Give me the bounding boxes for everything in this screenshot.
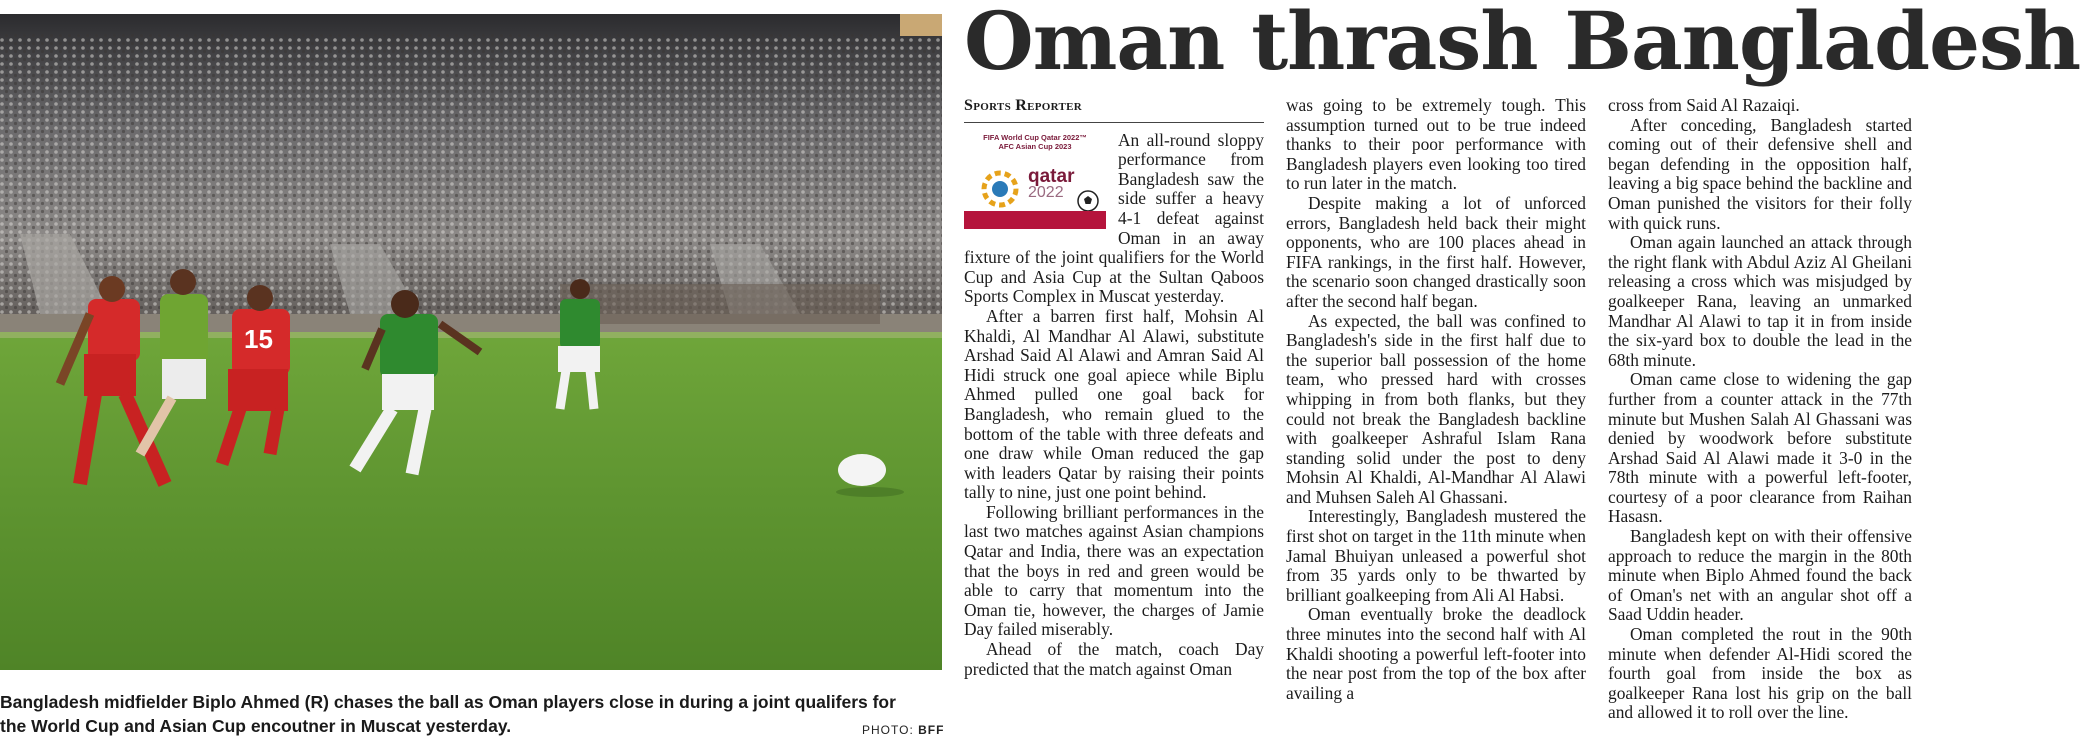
- byline: Sports Reporter: [964, 96, 1264, 123]
- photo-caption: Bangladesh midfielder Biplo Ahmed (R) chases the ball as Oman players close in during a joint qualifers for the World Cup and Asian Cup encoutner in Muscat yesterday.: [0, 692, 896, 736]
- photo-credit-source: BFF: [918, 723, 945, 737]
- article-paragraph: Following brilliant performances in the last two matches against Asian champions Qatar and India, there was an expectation that the boys in red and green would be able to carry that momentum into the Oman tie, however, the charges of Jamie Day failed miserably.: [964, 501, 1264, 640]
- article-paragraph: Oman eventually broke the deadlock three minutes into the second half with Al Khaldi shooting a powerful left-footer into the near post from the top of the box after availing a: [1286, 604, 1586, 703]
- article-column-3: [1608, 96, 1912, 746]
- article-lead: An all-round sloppy performance from Bangladesh saw the side suffer a heavy 4-1 defeat against Oman in an away fixture of the joint qualifiers for the World Cup and Asia Cup at the Sultan Qaboos Sports Complex in Muscat yesterday.: [964, 129, 1264, 307]
- article-paragraph: Oman came close to widening the gap further from a counter attack in the 77th minute but Mushen Salah Al Ghassani was denied by woodwork before substitute Arshad Said Al Alawi made it 3-0 in the 78th minute with a powerful left-footer, courtesy of a poor clearance from Raihan Hasasn.: [1608, 369, 1912, 527]
- article-paragraph: Interestingly, Bangladesh mustered the first shot on target in the 11th minute when Jamal Bhuiyan unleased a powerful shot from 35 yards only to be thwarted by brilliant goalkeeping from Ali Al Habsi.: [1286, 506, 1586, 605]
- match-photo: [0, 14, 942, 670]
- article-paragraph: As expected, the ball was confined to Bangladesh's side in the first half due to the superior ball possession of the home team, who pressed hard with crosses whipping in from both flanks, but they could not break the Bangladesh backline with goalkeeper Ashraful Islam Rana standing solid under the post to deny Mohsin Al Khaldi, Al-Mandhar Al Alawi and Muhsen Saleh Al Ghassani.: [1286, 310, 1586, 507]
- qatar-2022-logo: [964, 131, 1106, 229]
- article-paragraph: Despite making a lot of unforced errors, Bangladesh held back their might opponents, who are 100 places ahead in FIFA rankings, in the first half. However, the scenario soon changed drastically soon after the second half began.: [1286, 192, 1586, 311]
- article-headline: Oman thrash Bangladesh: [964, 0, 2080, 88]
- logo-line-1: FIFA World Cup Qatar 2022™: [983, 132, 1087, 142]
- photo-credit-label: PHOTO:: [862, 723, 914, 737]
- article-paragraph: was going to be extremely tough. This assumption turned out to be true indeed thanks to their poor performance with Bangladesh players even looking too tired to run later in the match.: [1286, 95, 1586, 194]
- article-column-1: [964, 96, 1264, 746]
- article-paragraph: Ahead of the match, coach Day predicted that the match against Oman: [964, 639, 1264, 679]
- article-paragraph: Bangladesh kept on with their offensive approach to reduce the margin in the 80th minute when Biplo Ahmed found the back of Oman's net with an angular shot off a Saad Uddin header.: [1608, 526, 1912, 625]
- article-paragraph: cross from Said Al Razaiqi.: [1608, 95, 1800, 115]
- article-paragraph: Oman completed the rout in the 90th minute when defender Al-Hidi scored the fourth goal from inside the box as goalkeeper Rana lost his grip on the ball and allowed it to roll over the line.: [1608, 624, 1912, 723]
- logo-qatar-word: qatar 2022: [1028, 165, 1075, 201]
- logo-text: [964, 133, 1106, 165]
- logo-emblem-icon: [970, 167, 1030, 211]
- logo-band: [964, 211, 1106, 229]
- photo-credit: [862, 723, 944, 737]
- article-paragraph: Oman again launched an attack through the right flank with Abdul Aziz Al Gheilani releasing a cross which was misjudged by goalkeeper Rana, leaving an unmarked Mandhar Al Alawi to tap it in from inside the six-yard box to double the lead in the 68th minute.: [1608, 232, 1912, 370]
- article-paragraph: After conceding, Bangladesh started coming out of their defensive shell and began defending in the opposition half, leaving a big space behind the backline and Oman punished the visitors for their folly with quick runs.: [1608, 114, 1912, 233]
- article-paragraph: After a barren first half, Mohsin Al Khaldi, Al Mandhar Al Alawi, substitute Arshad Said Al Alawi and Amran Said Al Hidi struck one goal apiece while Biplu Ahmed pulled one goal back for Bangladesh, who remain glued to the bottom of the table with three defeats and one draw while Oman reduced the gap with leaders Qatar by raising their points tally to nine, just one point behind.: [964, 305, 1264, 503]
- match-photo-scene: [0, 14, 942, 670]
- logo-line-2: AFC Asian Cup 2023: [998, 141, 1072, 151]
- football-icon: [1076, 189, 1100, 213]
- article-column-2: [1286, 96, 1586, 746]
- jersey-number: 15: [244, 324, 273, 354]
